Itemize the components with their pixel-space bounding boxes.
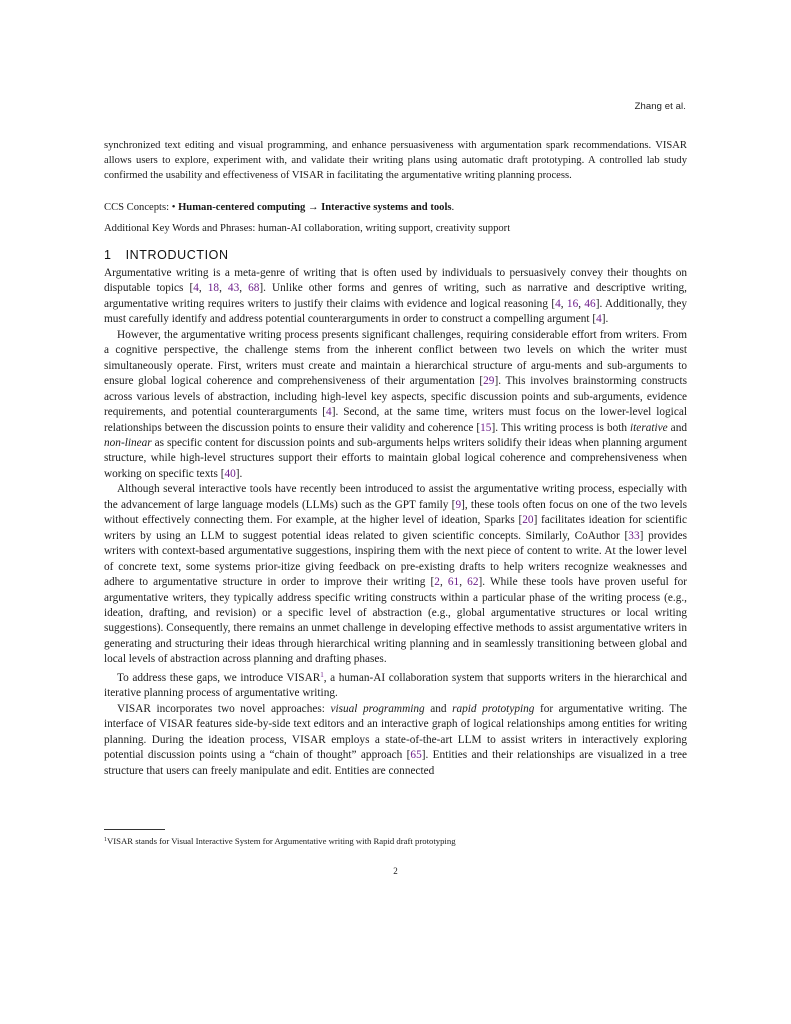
paragraph: VISAR incorporates two novel approaches: visual programming and rapid prototyping for argumentative writing. The interface of VISAR features side-by-side text editors and an interactive graph of logical relationships among entities for writing planning. During the ideation process, VISAR employs a state-of-the-art LLM to assist writers in interactively exploring potential discussion points using a “chain of thought” approach [65]. Entities and their relationships are visualized in a tree structure that users can freely manipulate and edit. Entities are connected <box>104 702 687 777</box>
footnote-text: VISAR stands for Visual Interactive System for Argumentative writing with Rapid draft prototyping <box>107 836 456 846</box>
section-title: INTRODUCTION <box>125 248 229 262</box>
citation-link[interactable]: 20 <box>522 514 534 527</box>
citation-link[interactable]: 15 <box>480 421 492 434</box>
ccs-label: CCS Concepts: <box>104 202 172 213</box>
citation-link[interactable]: 4 <box>596 313 602 326</box>
citation-link[interactable]: 16 <box>566 297 579 310</box>
running-head: Zhang et al. <box>634 101 686 112</box>
citation-link[interactable]: 65 <box>410 749 422 762</box>
ccs-arrow: → <box>305 202 322 213</box>
citation-link[interactable]: 4 <box>326 406 332 419</box>
citation-link[interactable]: 46 <box>584 297 596 310</box>
paragraph: To address these gaps, we introduce VISAR$^1$, a human-AI collaboration system that supports writers in the hierarchical and iterative planning process of argumentative writing. <box>104 670 687 700</box>
ccs-concepts <box>104 200 687 215</box>
citation-link[interactable]: 9 <box>455 498 462 511</box>
footnote-rule <box>104 829 165 830</box>
citation-link[interactable]: 4 <box>555 297 561 310</box>
footnote-mark[interactable]: 1 <box>320 670 324 679</box>
section-number: 1 <box>104 248 112 262</box>
citation-link[interactable]: 33 <box>628 529 640 542</box>
page-number: 2 <box>393 866 398 876</box>
ccs-concept: Human-centered computing <box>178 202 306 213</box>
ccs-sub: Interactive systems and tools <box>321 202 452 213</box>
paragraph: Argumentative writing is a meta-genre of writing that is often used by individuals to persuasively convey their thoughts on disputable topics [4, 18, 43, 68]. Unlike other forms and genres of writing, such as narrative and descriptive writing, argumentative writing requires writers to justify their claims with evidence and logical reasoning [4, 16, 46]. Additionally, they must carefully identify and address potential counterarguments in order to construct a compelling argument [4]. <box>104 267 687 326</box>
citation-link[interactable]: 43 <box>227 282 240 295</box>
ccs-end: . <box>451 202 455 213</box>
footnote <box>104 834 687 847</box>
citation-link[interactable]: 40 <box>224 467 236 480</box>
introduction-body <box>104 266 687 779</box>
keywords: Additional Key Words and Phrases: human-AI collaboration, writing support, creativity support <box>104 223 511 234</box>
paragraph: Although several interactive tools have recently been introduced to assist the argumentative writing process, especially with the advancement of large language models (LLMs) such as the GPT family [9], these tools often focus on one of the two levels without effectively connecting them. For example, at the higher level of ideation, Sparks [20] facilitates ideation for scientific writers by using an LLM to suggest potential ideas related to given scientific concepts. Similarly, CoAuthor [33] provides writers with context-based argumentative suggestions, inspiring them with the next piece of content to write. At the lower level of concrete text, some systems prior-itize giving feedback on pre-existing drafts to help writers recognize weaknesses and adhere to argumentative structure in order to improve their writing [2, 61, 62]. While these tools have proven useful for argumentative writers, they typically address specific writing constructs within a particular phase of the writing process (e.g., ideation, drafting, and revision) or a specific level of abstraction (e.g., global argumentative structures or local writing suggestions). Consequently, there remains an unmet challenge in developing effective methods to assist argumentative writers in generating and structuring their ideas through hierarchical writing planning and in seamlessly transitioning between global and local levels of abstraction across planning and drafting phases. <box>104 483 688 666</box>
section-heading <box>104 248 243 262</box>
citation-link[interactable]: 2 <box>434 576 440 589</box>
citation-link[interactable]: 18 <box>207 282 220 295</box>
citation-link[interactable]: 29 <box>483 375 495 388</box>
citation-link[interactable]: 62 <box>467 576 479 589</box>
citation-link[interactable]: 68 <box>248 282 260 295</box>
citation-link[interactable]: 4 <box>193 282 199 295</box>
abstract-tail: synchronized text editing and visual programming, and enhance persuasiveness with argumentation spark recommendations. VISAR allows users to explore, experiment with, and validate their writing plans using automatic draft prototyping. A controlled lab study confirmed the usability and effectiveness of VISAR in facilitating the argumentative writing planning process. <box>104 140 687 181</box>
footnote-number: 1 <box>104 837 107 843</box>
ccs-bullet: • <box>171 202 179 213</box>
citation-link[interactable]: 61 <box>447 576 460 589</box>
paragraph: However, the argumentative writing process presents significant challenges, requiring considerable effort from writers. From a cognitive perspective, the challenge stems from the inherent conflict between two levels on which the writer must simultaneously operate. First, writers must create and maintain a hierarchical structure of argu-ments and sub-arguments to ensure global logical coherence and comprehensiveness of their argumentation [29]. This involves brainstorming constructs across various levels of abstraction, including high-level key aspects, specific discussion points and sub-arguments, evidence requirements, and potential counterarguments [4]. Second, at the same time, writers must focus on the lower-level logical relationships between the discussion points to ensure their validity and coherence [15]. This writing process is both iterative and non-linear as specific content for discussion points and sub-arguments helps writers solidify their ideas when planning argument structure, while high-level structures support their efforts to maintain global logical coherence and comprehensiveness when working on specific texts [40]. <box>104 328 687 480</box>
